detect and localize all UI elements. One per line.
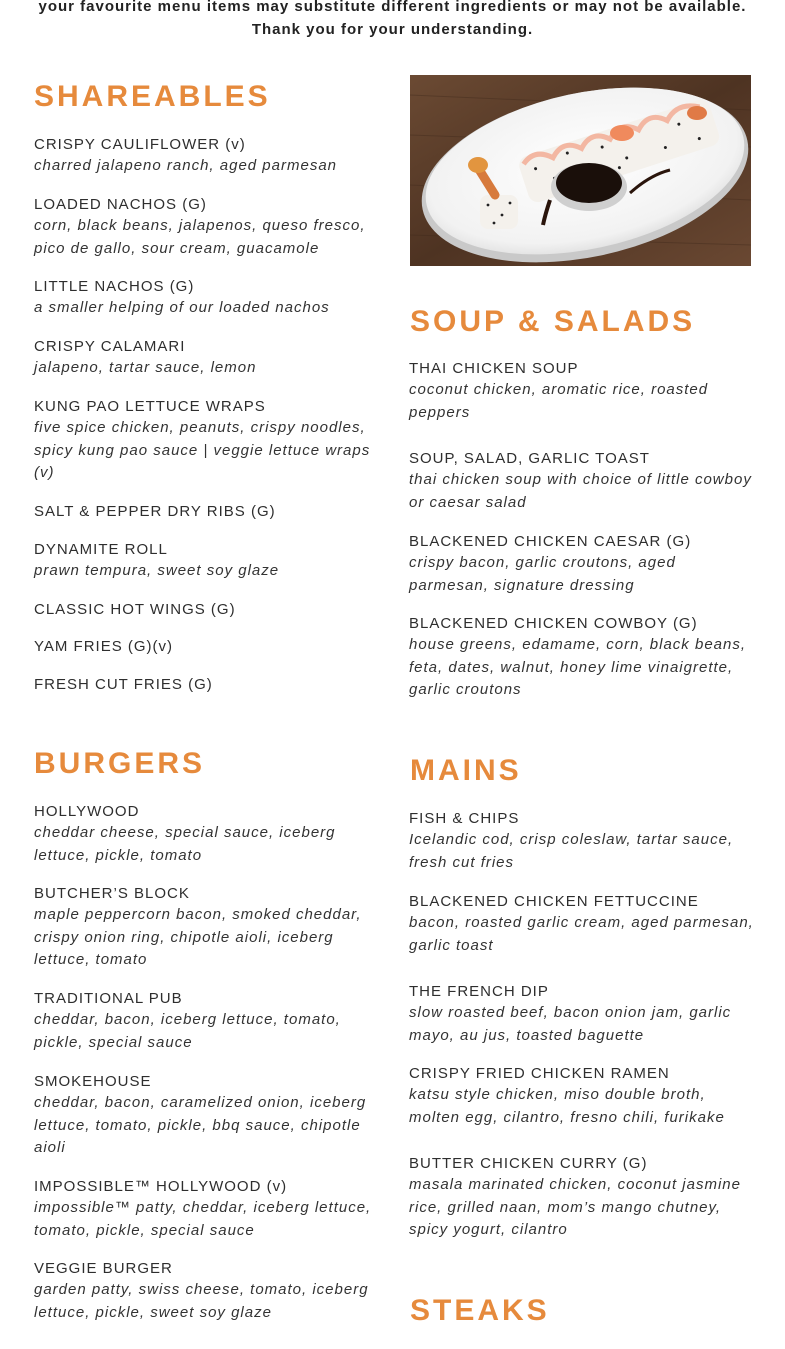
menu-item <box>34 802 384 867</box>
item-name: BUTCHER’S BLOCK <box>34 885 190 902</box>
notice-line-2: Thank you for your understanding. <box>251 21 534 38</box>
item-name: VEGGIE BURGER <box>34 1260 173 1277</box>
menu-item <box>34 1259 384 1324</box>
item-description: bacon, roasted garlic cream, aged parmesan, garlic toast <box>409 914 754 954</box>
menu-item <box>409 614 759 702</box>
item-description: impossible™ patty, cheddar, iceberg lettuce, tomato, pickle, special sauce <box>34 1199 372 1239</box>
item-description: cheddar, bacon, caramelized onion, iceberg lettuce, tomato, pickle, bbq sauce, chipotle aioli <box>34 1094 367 1156</box>
section-title-shareables: SHAREABLES <box>34 80 271 113</box>
menu-item <box>34 884 384 972</box>
section-title-burgers: BURGERS <box>34 747 206 780</box>
item-description: thai chicken soup with choice of little cowboy or caesar salad <box>409 471 752 511</box>
item-name: BLACKENED CHICKEN CAESAR (G) <box>409 533 692 550</box>
availability-notice <box>20 0 765 41</box>
menu-item <box>34 989 384 1054</box>
menu-item <box>34 502 384 522</box>
item-name: HOLLYWOOD <box>34 803 140 820</box>
menu-item <box>34 195 384 260</box>
section-title-steaks: STEAKS <box>410 1294 550 1327</box>
item-description: five spice chicken, peanuts, crispy noodles, spicy kung pao sauce | veggie lettuce wraps (v) <box>34 419 371 481</box>
item-name: DYNAMITE ROLL <box>34 541 168 558</box>
menu-item <box>409 449 759 514</box>
item-description: a smaller helping of our loaded nachos <box>34 299 330 316</box>
menu-item <box>34 540 384 583</box>
item-description: corn, black beans, jalapenos, queso fresco, pico de gallo, sour cream, guacamole <box>34 217 366 257</box>
item-name: YAM FRIES (G)(v) <box>34 638 174 655</box>
menu-item <box>34 135 384 178</box>
item-name: LOADED NACHOS (G) <box>34 196 207 213</box>
item-description: coconut chicken, aromatic rice, roasted peppers <box>409 381 709 421</box>
menu-item <box>409 532 759 597</box>
item-name: TRADITIONAL PUB <box>34 990 183 1007</box>
item-name: KUNG PAO LETTUCE WRAPS <box>34 398 266 415</box>
menu-item <box>34 397 384 485</box>
item-description: cheddar, bacon, iceberg lettuce, tomato, pickle, special sauce <box>34 1011 341 1051</box>
item-name: SMOKEHOUSE <box>34 1073 152 1090</box>
menu-item <box>34 600 384 620</box>
notice-line-1: your favourite menu items may substitute different ingredients or may not be available. <box>38 0 747 15</box>
menu-item <box>409 359 759 424</box>
item-name: FISH & CHIPS <box>409 810 520 827</box>
menu-item <box>409 982 759 1047</box>
item-name: CLASSIC HOT WINGS (G) <box>34 601 236 618</box>
item-name: LITTLE NACHOS (G) <box>34 278 195 295</box>
menu-item <box>34 675 384 695</box>
item-description: crispy bacon, garlic croutons, aged parmesan, signature dressing <box>409 554 676 594</box>
section-title-mains: MAINS <box>410 754 522 787</box>
item-description: charred jalapeno ranch, aged parmesan <box>34 157 338 174</box>
item-name: THE FRENCH DIP <box>409 983 549 1000</box>
menu-item <box>34 337 384 380</box>
item-description: house greens, edamame, corn, black beans, feta, dates, walnut, honey lime vinaigrette, garlic croutons <box>409 636 747 698</box>
item-name: SOUP, SALAD, GARLIC TOAST <box>409 450 650 467</box>
item-name: CRISPY FRIED CHICKEN RAMEN <box>409 1065 670 1082</box>
menu-item <box>34 1072 384 1160</box>
sushi-plate-photo <box>410 75 751 266</box>
item-description: masala marinated chicken, coconut jasmine rice, grilled naan, mom’s mango chutney, spicy yogurt, cilantro <box>409 1176 741 1238</box>
menu-item <box>409 892 759 957</box>
item-description: cheddar cheese, special sauce, iceberg lettuce, pickle, tomato <box>34 824 336 864</box>
item-name: BLACKENED CHICKEN FETTUCCINE <box>409 893 699 910</box>
item-description: garden patty, swiss cheese, tomato, iceberg lettuce, pickle, sweet soy glaze <box>34 1281 369 1321</box>
item-name: BUTTER CHICKEN CURRY (G) <box>409 1155 648 1172</box>
item-name: BLACKENED CHICKEN COWBOY (G) <box>409 615 698 632</box>
item-name: CRISPY CALAMARI <box>34 338 186 355</box>
menu-item <box>34 277 384 320</box>
item-name: THAI CHICKEN SOUP <box>409 360 579 377</box>
menu-item <box>34 1177 384 1242</box>
menu-item <box>409 809 759 874</box>
item-description: jalapeno, tartar sauce, lemon <box>34 359 257 376</box>
item-name: FRESH CUT FRIES (G) <box>34 676 213 693</box>
item-name: CRISPY CAULIFLOWER (v) <box>34 136 246 153</box>
menu-item <box>34 637 384 657</box>
item-description: katsu style chicken, miso double broth, molten egg, cilantro, fresno chili, furikake <box>409 1086 725 1126</box>
item-description: Icelandic cod, crisp coleslaw, tartar sauce, fresh cut fries <box>409 831 734 871</box>
item-description: maple peppercorn bacon, smoked cheddar, crispy onion ring, chipotle aioli, iceberg lettuce, tomato <box>34 906 362 968</box>
item-name: SALT & PEPPER DRY RIBS (G) <box>34 503 276 520</box>
item-name: IMPOSSIBLE™ HOLLYWOOD (v) <box>34 1178 288 1195</box>
menu-item <box>409 1064 759 1129</box>
menu-item <box>409 1154 759 1242</box>
item-description: slow roasted beef, bacon onion jam, garlic mayo, au jus, toasted baguette <box>409 1004 732 1044</box>
section-title-soup-salads: SOUP & SALADS <box>410 305 696 338</box>
item-description: prawn tempura, sweet soy glaze <box>34 562 280 579</box>
